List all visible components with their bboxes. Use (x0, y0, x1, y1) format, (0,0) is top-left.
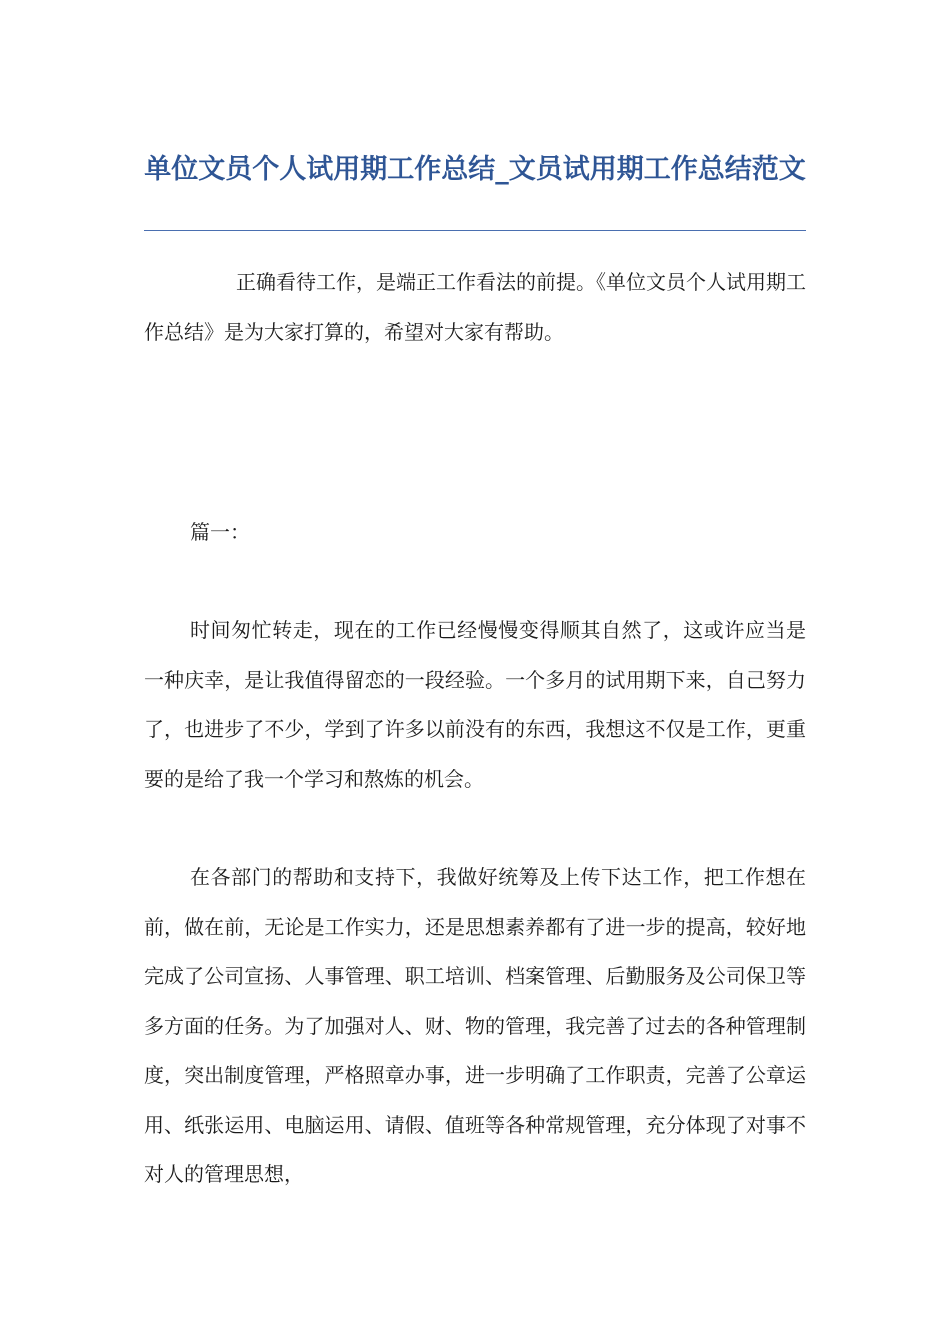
body-paragraph-1: 时间匆忙转走，现在的工作已经慢慢变得顺其自然了，这或许应当是一种庆幸，是让我值得留恋的一段经验。一个多月的试用期下来，自己努力了，也进步了不少，学到了许多以前没有的东西，我想这不仅是工作，更重要的是给了我一个学习和熬炼的机会。 (144, 618, 806, 791)
title-divider (144, 230, 806, 231)
body-paragraph-2: 在各部门的帮助和支持下，我做好统筹及上传下达工作，把工作想在前，做在前，无论是工作实力，还是思想素养都有了进一步的提高，较好地完成了公司宣扬、人事管理、职工培训、档案管理、后勤服务及公司保卫等多方面的任务。为了加强对人、财、物的管理，我完善了过去的各种管理制度，突出制度管理，严格照章办事，进一步明确了工作职责，完善了公章运用、纸张运用、电脑运用、请假、值班等各种常规管理，充分体现了对事不对人的管理思想， (144, 865, 806, 1186)
section-label: 篇一： (190, 520, 250, 544)
document-title: 单位文员个人试用期工作总结_文员试用期工作总结范文 (144, 154, 806, 186)
intro-paragraph: 正确看待工作，是端正工作看法的前提。《单位文员个人试用期工作总结》是为大家打算的，希望对大家有帮助。 (144, 270, 806, 344)
